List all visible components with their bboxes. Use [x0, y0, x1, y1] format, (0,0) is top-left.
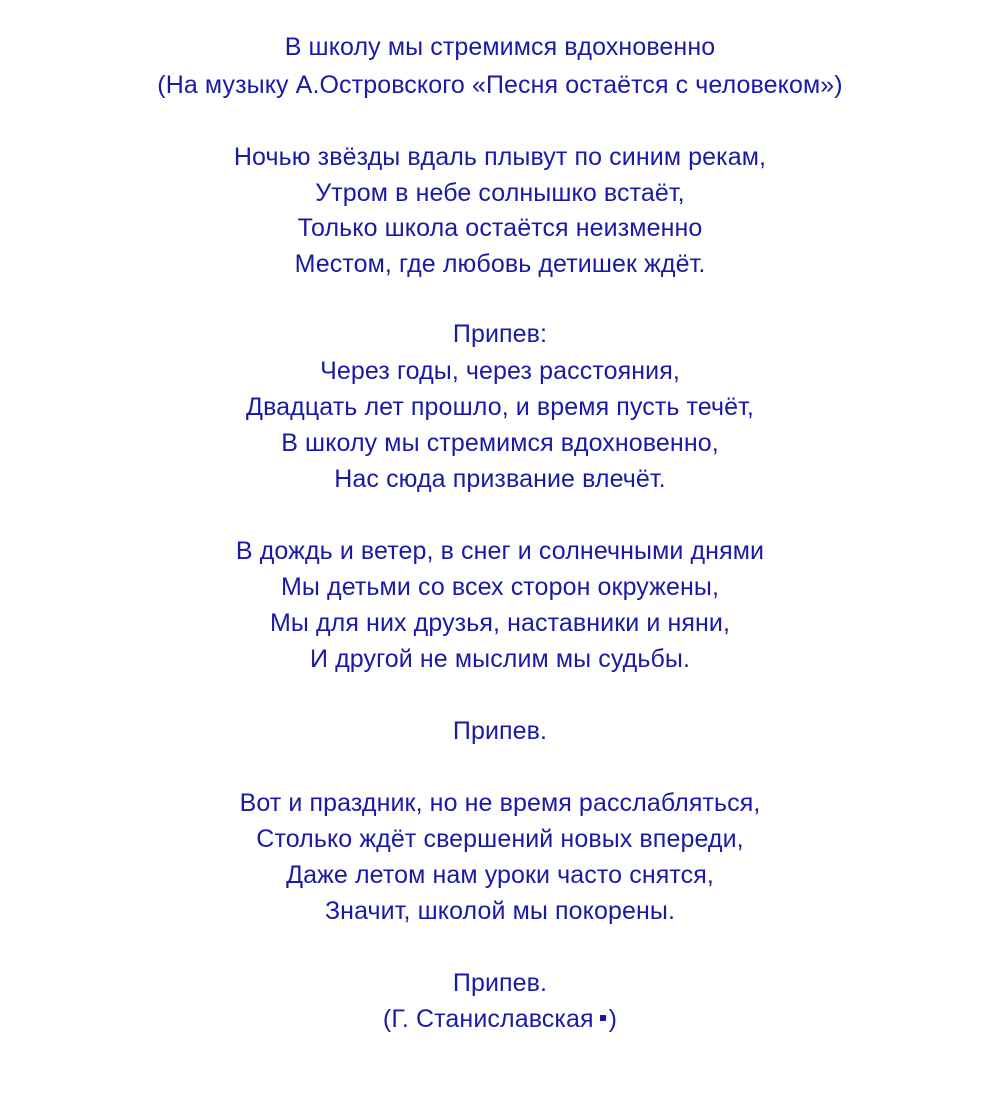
verse1-line: Утром в небе солнышко встаёт, [315, 179, 685, 207]
refrain-marker: Припев. [452, 969, 548, 997]
verse2-line: В дождь и ветер, в снег и солнечными днями [235, 537, 765, 565]
verse3-line: Вот и праздник, но не время расслабляться, [239, 789, 761, 817]
chorus-line: В школу мы стремимся вдохновенно, [281, 429, 719, 457]
chorus-line: Двадцать лет прошло, и время пусть течёт, [246, 393, 754, 421]
author-signature-text: (Г. Станиславская [382, 1005, 594, 1033]
verse1-line: Ночью звёзды вдаль плывут по синим рекам, [233, 143, 767, 171]
verse2-line: Мы детьми со всех сторон окружены, [280, 573, 720, 601]
verse2-line: Мы для них друзья, наставники и няни, [269, 609, 731, 637]
verse2-line: И другой не мыслим мы судьбы. [309, 645, 691, 673]
song-subtitle: (На музыку А.Островского «Песня остаётся с человеком») [157, 71, 843, 99]
chorus-heading: Припев: [452, 320, 548, 348]
verse3-line: Столько ждёт свершений новых впереди, [256, 825, 744, 853]
chorus-line: Нас сюда призвание влечёт. [334, 465, 666, 493]
refrain-marker: Припев. [452, 717, 548, 745]
verse1-line: Только школа остаётся неизменно [297, 214, 703, 242]
verse1-line: Местом, где любовь детишек ждёт. [294, 250, 706, 278]
author-signature [0, 1004, 1000, 1034]
verse3-line: Значит, школой мы покорены. [324, 897, 676, 925]
square-bullet-icon [600, 1015, 606, 1021]
verse3-line: Даже летом нам уроки часто снятся, [286, 861, 714, 889]
author-signature-close: ) [608, 1005, 618, 1033]
song-title: В школу мы стремимся вдохновенно [284, 33, 716, 61]
chorus-line: Через годы, через расстояния, [320, 357, 680, 385]
